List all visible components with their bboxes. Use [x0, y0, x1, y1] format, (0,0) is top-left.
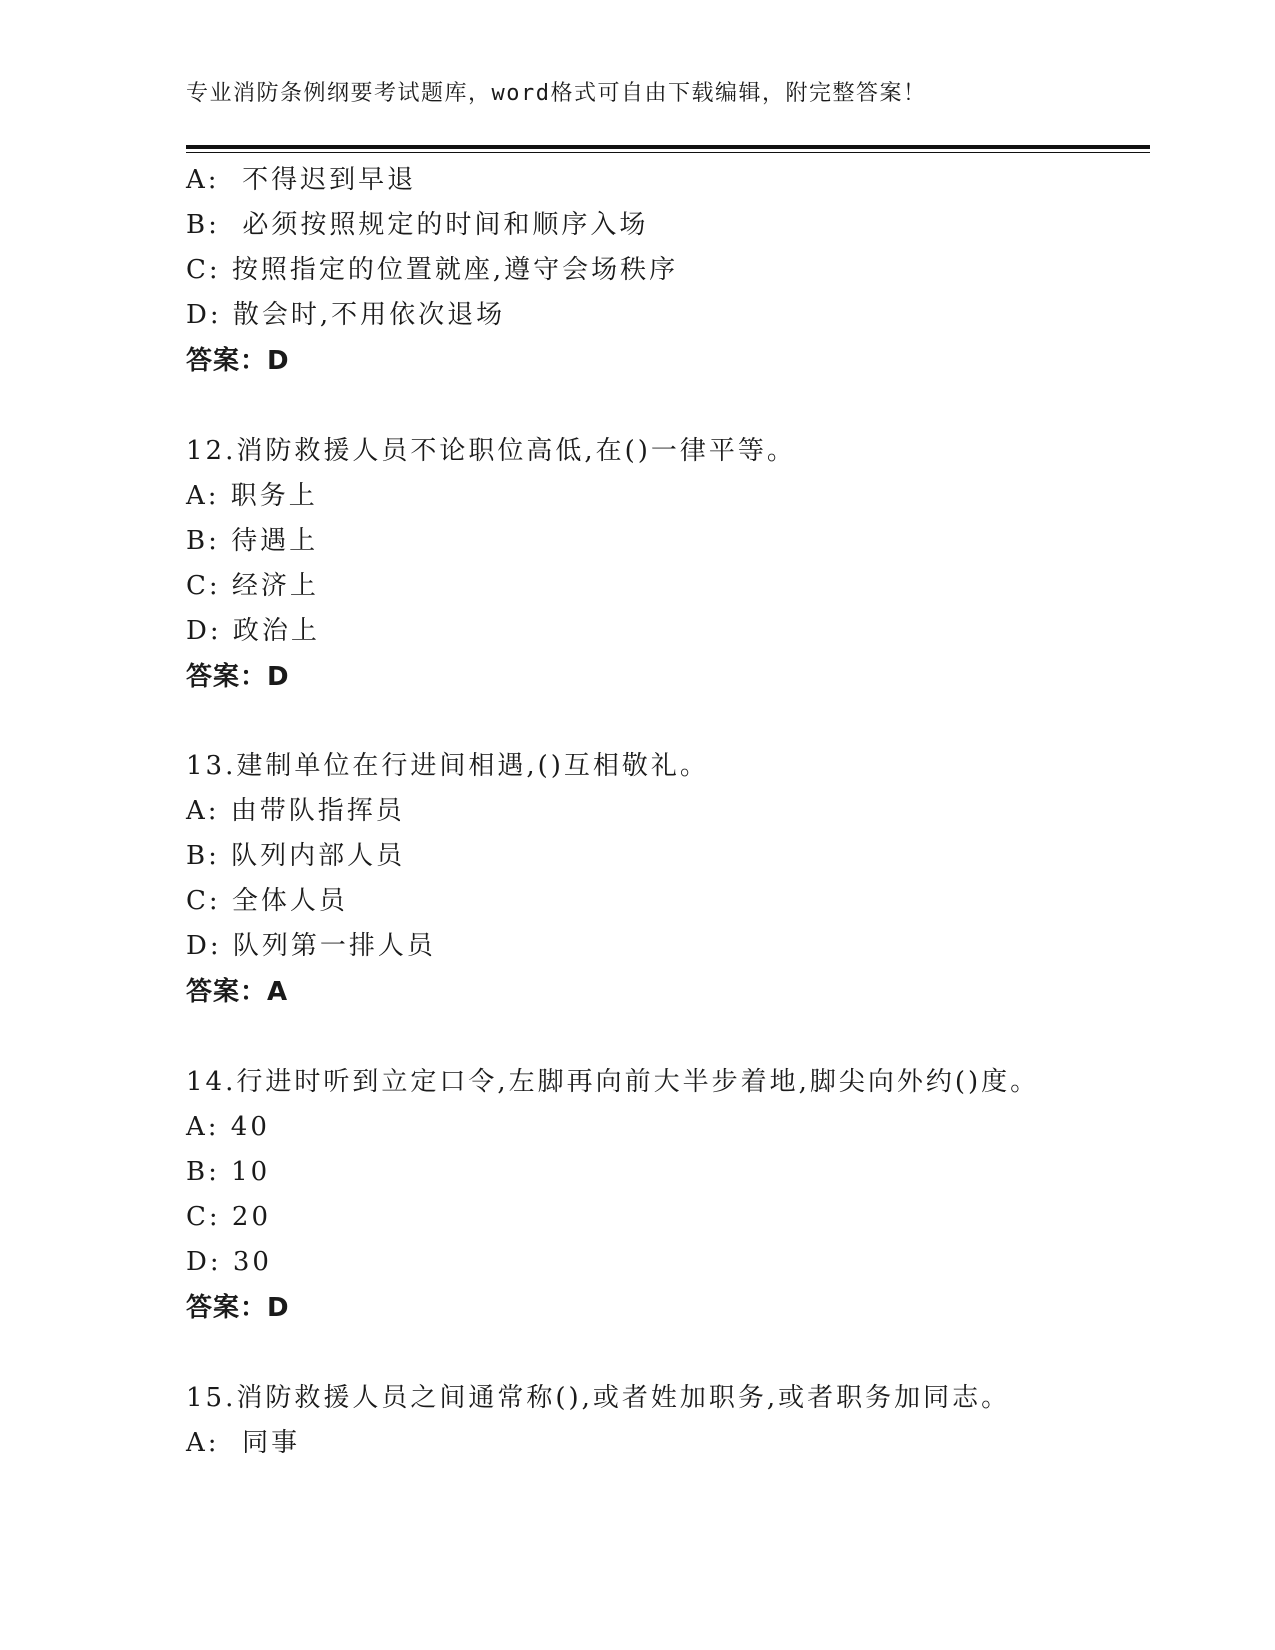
- option-line: A: 职务上: [186, 481, 318, 511]
- option-line: B: 必须按照规定的时间和顺序入场: [186, 210, 649, 240]
- answer-line: 答案：A: [186, 977, 289, 1007]
- option-line: A: 由带队指挥员: [186, 796, 405, 826]
- option-line: A: 不得迟到早退: [186, 165, 417, 195]
- option-line: A: 40: [186, 1112, 270, 1142]
- option-line: A: 同事: [186, 1428, 301, 1458]
- option-line: B: 队列内部人员: [186, 841, 406, 871]
- answer-line: 答案：D: [186, 346, 290, 376]
- question-line: 15.消防救援人员之间通常称(),或者姓加职务,或者职务加同志。: [186, 1383, 1011, 1413]
- answer-line: 答案：D: [186, 1293, 290, 1323]
- question-line: 12.消防救援人员不论职位高低,在()一律平等。: [186, 436, 796, 466]
- option-line: C: 经济上: [186, 571, 319, 601]
- question-line: 13.建制单位在行进间相遇,()互相敬礼。: [186, 751, 709, 781]
- option-line: D: 散会时,不用依次退场: [186, 300, 506, 330]
- header-rule-thin: [186, 152, 1150, 153]
- option-line: C: 20: [186, 1202, 272, 1232]
- option-line: B: 10: [186, 1157, 271, 1187]
- option-line: C: 全体人员: [186, 886, 348, 916]
- header-rule-thick: [186, 145, 1150, 149]
- answer-line: 答案：D: [186, 662, 290, 692]
- option-line: D: 30: [186, 1247, 272, 1277]
- option-line: D: 队列第一排人员: [186, 931, 436, 961]
- question-line: 14.行进时听到立定口令,左脚再向前大半步着地,脚尖向外约()度。: [186, 1067, 1040, 1097]
- document-header: 专业消防条例纲要考试题库，word格式可自由下载编辑，附完整答案！: [186, 81, 927, 106]
- option-line: B: 待遇上: [186, 526, 319, 556]
- option-line: C: 按照指定的位置就座,遵守会场秩序: [186, 255, 679, 285]
- option-line: D: 政治上: [186, 616, 320, 646]
